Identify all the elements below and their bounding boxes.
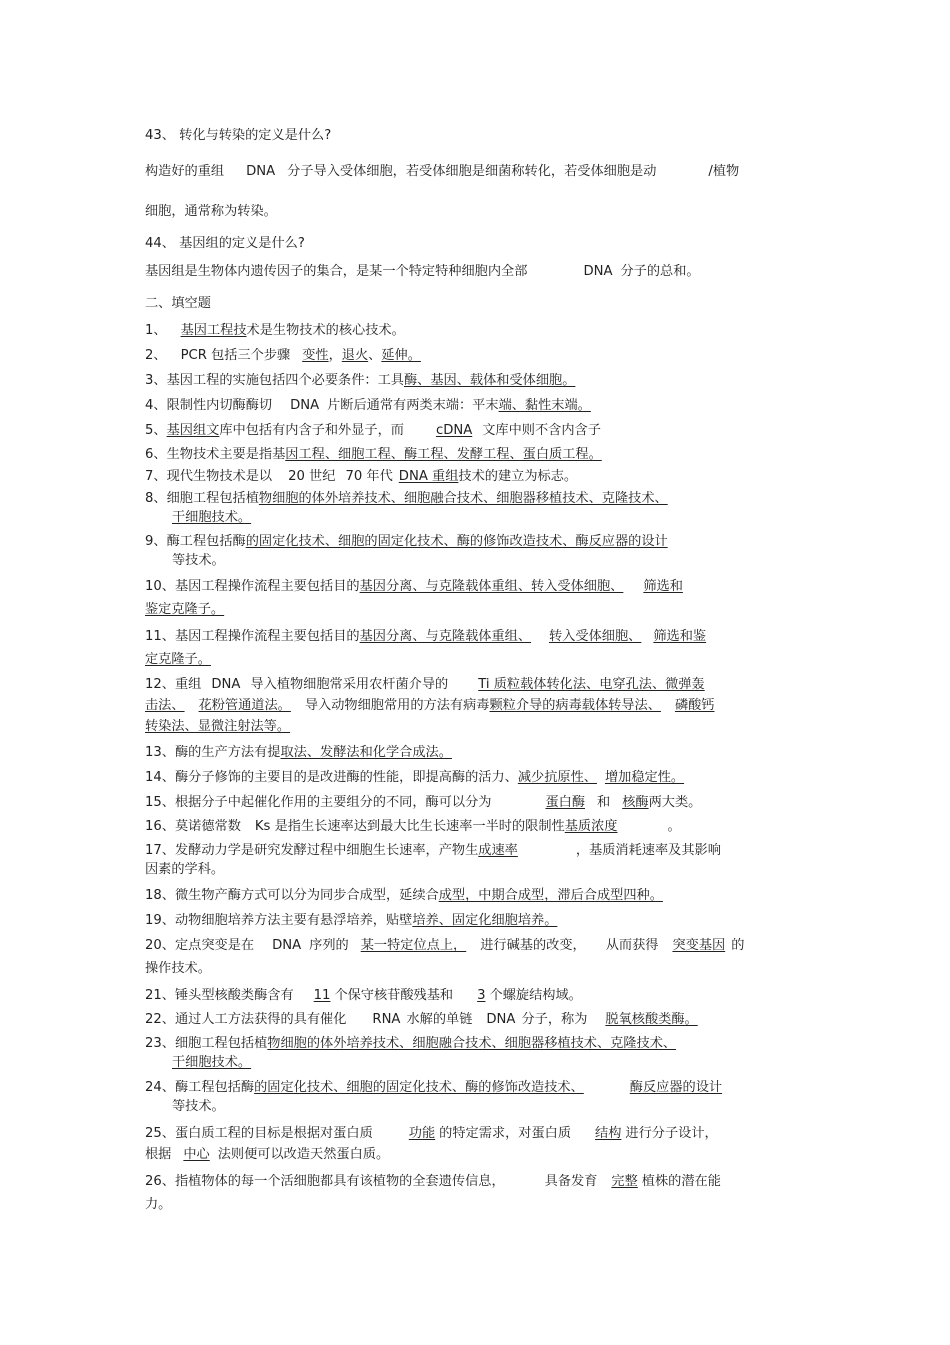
- fill-item-16: 16、莫诺德常数 Ks 是指生长速率达到最大比生长速率一半时的限制性基质浓度 。: [145, 819, 681, 834]
- fill-item-11: 11、基因工程操作流程主要包括目的基因分离、与克隆载体重组、 转入受体细胞、 筛选和鉴: [145, 629, 707, 644]
- fill-item-20-cont: 操作技术。: [145, 961, 211, 976]
- fill-item-18: 18、微生物产酶方式可以分为同步合成型，延续合成型，中期合成型，滞后合成型四种。: [145, 888, 663, 903]
- fill-item-10: 10、基因工程操作流程主要包括目的基因分离、与克隆载体重组、转入受体细胞、 筛选和: [145, 579, 683, 594]
- fill-item-23-cont: 干细胞技术。: [172, 1055, 252, 1070]
- fill-item-12-line3: 转染法、显微注射法等。: [145, 719, 291, 734]
- fill-item-11-cont: 定克隆子。: [145, 652, 211, 667]
- fill-item-19: 19、动物细胞培养方法主要有悬浮培养，贴壁培养、固定化细胞培养。: [145, 913, 558, 928]
- fill-item-6: 6、生物技术主要是指基因工程、细胞工程、酶工程、发酵工程、蛋白质工程。: [145, 447, 602, 462]
- fill-item-17-cont: 因素的学科。: [145, 862, 225, 877]
- fill-item-14: 14、酶分子修饰的主要目的是改进酶的性能，即提高酶的活力、减少抗原性、 增加稳定性。: [145, 770, 685, 785]
- fill-item-10-cont: 鉴定克隆子。: [145, 602, 225, 617]
- fill-item-7: 7、现代生物技术是以 20 世纪 70 年代 DNA 重组技术的建立为标志。: [145, 469, 578, 484]
- fill-item-15: 15、根据分子中起催化作用的主要组分的不同，酶可以分为 蛋白酶 和 核酶两大类。: [145, 795, 702, 810]
- question-44-answer: 基因组是生物体内遗传因子的集合，是某一个特定特种细胞内全部 DNA 分子的总和。: [145, 264, 700, 279]
- fill-item-8-cont: 干细胞技术。: [172, 510, 252, 525]
- fill-item-24-cont: 等技术。: [172, 1099, 225, 1114]
- fill-item-4: 4、限制性内切酶酶切 DNA 片断后通常有两类末端：平末端、黏性末端。: [145, 398, 591, 413]
- fill-item-23: 23、细胞工程包括植物细胞的体外培养技术、细胞融合技术、细胞器移植技术、克隆技术、: [145, 1036, 677, 1051]
- fill-item-12: 12、重组 DNA 导入植物细胞常采用农杆菌介导的 Ti 质粒载体转化法、电穿孔法、微弹轰: [145, 677, 705, 692]
- fill-item-9: 9、酶工程包括酶的固定化技术、细胞的固定化技术、酶的修饰改造技术、酶反应器的设计: [145, 534, 668, 549]
- fill-item-2: 2、 PCR 包括三个步骤 变性，退火、延伸。: [145, 348, 421, 363]
- question-43-title: 43、 转化与转染的定义是什么?: [145, 128, 332, 143]
- fill-item-20: 20、定点突变是在 DNA 序列的 某一特定位点上， 进行碱基的改变， 从而获得 突变基因 的: [145, 938, 745, 953]
- fill-item-8: 8、细胞工程包括植物细胞的体外培养技术、细胞融合技术、细胞器移植技术、克隆技术、: [145, 491, 668, 506]
- question-43-answer-line2: 细胞，通常称为转染。: [145, 204, 277, 219]
- question-44-title: 44、 基因组的定义是什么?: [145, 236, 305, 251]
- fill-item-26-cont: 力。: [145, 1197, 172, 1212]
- fill-item-21: 21、锤头型核酸类酶含有 11 个保守核苷酸残基和 3 个螺旋结构域。: [145, 988, 582, 1003]
- fill-item-13: 13、酶的生产方法有提取法、发酵法和化学合成法。: [145, 745, 452, 760]
- fill-item-17: 17、发酵动力学是研究发酵过程中细胞生长速率，产物生成速率 ，基质消耗速率及其影响: [145, 843, 721, 858]
- question-43-answer-line1: 构造好的重组 DNA 分子导入受体细胞，若受体细胞是细菌称转化，若受体细胞是动 /植物: [145, 164, 740, 179]
- fill-item-3: 3、基因工程的实施包括四个必要条件：工具酶、基因、载体和受体细胞。: [145, 373, 576, 388]
- fill-item-5: 5、基因组文库中包括有内含子和外显子，而 cDNA 文库中则不含内含子: [145, 423, 601, 438]
- fill-item-24: 24、酶工程包括酶的固定化技术、细胞的固定化技术、酶的修饰改造技术、 酶反应器的设计: [145, 1080, 723, 1095]
- fill-item-9-cont: 等技术。: [172, 553, 225, 568]
- fill-item-1: 1、 基因工程技术是生物技术的核心技术。: [145, 323, 405, 338]
- fill-item-25: 25、蛋白质工程的目标是根据对蛋白质 功能 的特定需求，对蛋白质 结构 进行分子设计，: [145, 1126, 718, 1141]
- section-heading: 二、填空题: [145, 296, 211, 311]
- fill-item-26: 26、指植物体的每一个活细胞都具有该植物的全套遗传信息， 具备发育 完整 植株的潜在能: [145, 1174, 721, 1189]
- fill-item-25-cont: 根据 中心 法则便可以改造天然蛋白质。: [145, 1147, 390, 1162]
- fill-item-22: 22、通过人工方法获得的具有催化 RNA 水解的单链 DNA 分子，称为 脱氧核酸类酶。: [145, 1012, 698, 1027]
- fill-item-12-line2: 击法、 花粉管通道法。 导入动物细胞常用的方法有病毒颗粒介导的病毒载体转导法、 磷酸钙: [145, 698, 715, 713]
